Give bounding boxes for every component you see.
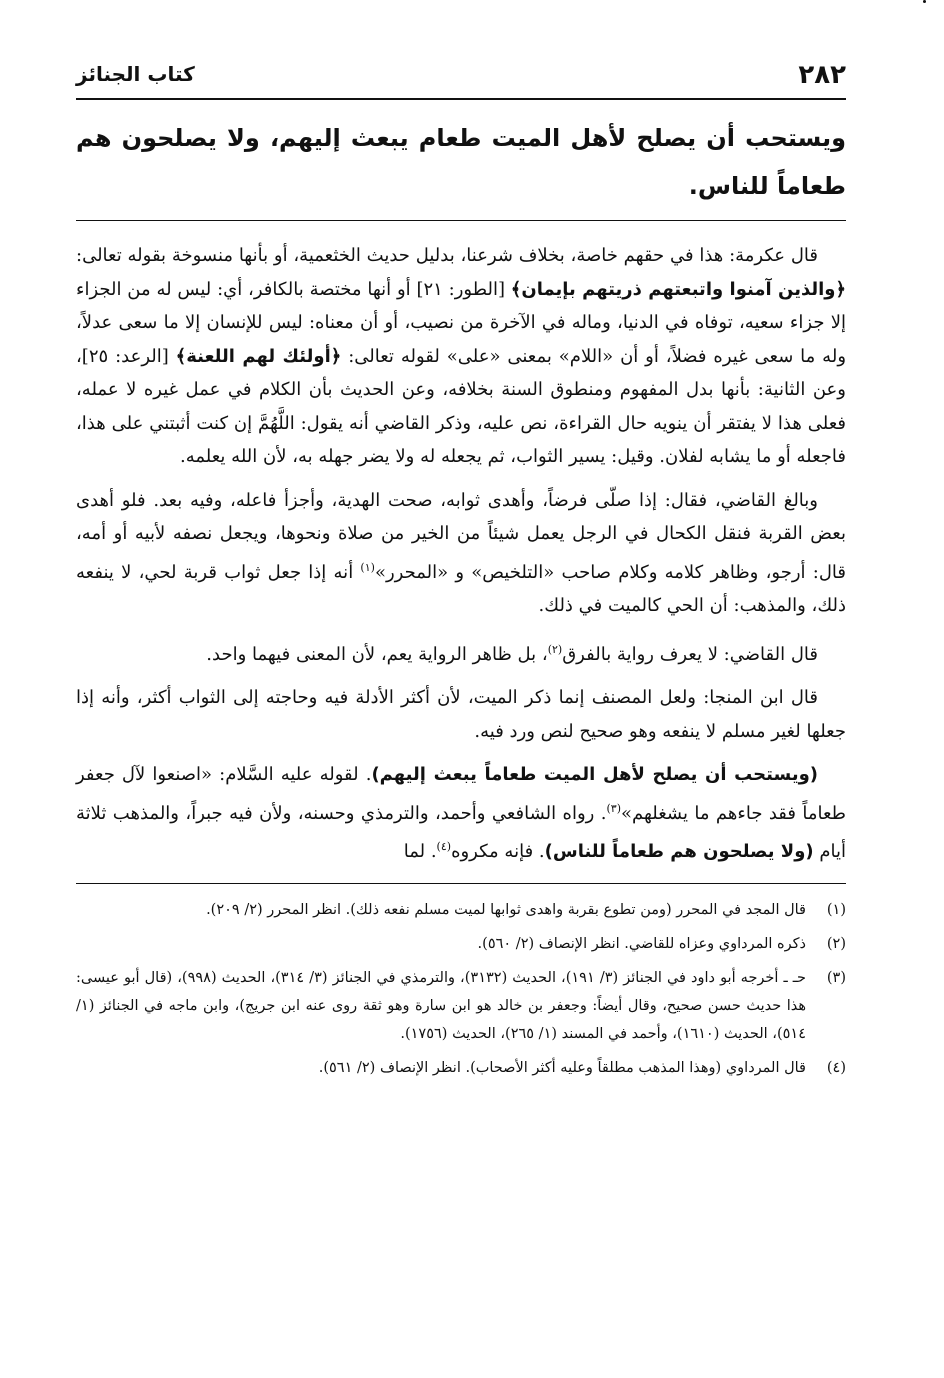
footnote-1	[76, 896, 846, 924]
text-run: . رواه الشافعي وأحمد، والترمذي وحسنه، ولأن فيه جبراً، والمذهب ثلاثة أيام	[76, 802, 846, 862]
commentary	[76, 239, 846, 869]
footnotes	[76, 896, 846, 1082]
footnote-3	[76, 964, 846, 1048]
book-page	[76, 40, 846, 1088]
footnote-ref: (١)	[360, 560, 375, 574]
footnote-4	[76, 1054, 846, 1082]
footnote-text: حـ ـ أخرجه أبو داود في الجنائز (٣/ ١٩١)، الحديث (٣١٣٢)، والترمذي في الجنائز (٣/ ٣١٤)، الحديث (٩٩٨)، (قال أبو عيسى: هذا حديث حسن صحيح، وقال أيضاً: وجعفر بن خالد هو ابن سارة وهو ثقة روى عنه ابن جريج)، وابن ماجه في الجنائز (١/ ٥١٤)، الحديث (١٦١٠)، وأحمد في المسند (١/ ٢٦٥)، الحديث (١٧٥٦).	[76, 969, 807, 1042]
footnote-number: (٣)	[826, 969, 846, 986]
footnote-number: (٢)	[826, 935, 846, 952]
footnote-2	[76, 930, 846, 958]
quran-quote: ﴿والذين آمنوا واتبعتهم ذريتهم بإيمان﴾	[510, 278, 847, 300]
text-run: [الطور: ٢١] أو أنها مختصة بالكافر، أي: ليس له من الجزاء إلا جزاء سعيه، توفاه في الدنيا، وماله في الآخرة من نصيب، أو أن معناه: ليس للإنسان إلا ما سعى عدلاً، وله ما سعى غيره فضلاً، أو أن «اللام» بمعنى «على» لقوله تعالى:	[76, 278, 847, 367]
footnote-separator	[76, 883, 846, 884]
text-run: وبالغ القاضي، فقال: إذا صلّى فرضاً، وأهدى ثوابه، صحت الهدية، وأجزأ فاعله، وفيه بعد. فلو أهدى بعض القربة فنقل الكحال في الرجل يعمل شيئاً من الخير من صلاة ونحوها، ويجعل نصفه لأبيه أو أمه، قال: أرجو، وظاهر كلامه وكلام صاحب «التلخيص» و «المحرر»	[76, 489, 847, 583]
running-title: كتاب الجنائز	[76, 62, 195, 86]
text-run: . لقوله عليه السَّلام: «اصنعوا لآل جعفر طعاماً فقد جاءهم ما يشغلهم»	[76, 764, 846, 824]
footnote-number: (١)	[826, 901, 846, 918]
page-header	[76, 40, 846, 100]
footnote-ref: (٤)	[436, 840, 452, 853]
footnote-text: قال المرداوي (وهذا المذهب مطلقاً وعليه أكثر الأصحاب). انظر الإنصاف (٢/ ٥٦١).	[318, 1059, 806, 1076]
text-run: أنه إذا جعل ثواب قربة لحي، لا ينفعه ذلك، والمذهب: أن الحي كالميت في ذلك.	[76, 561, 846, 616]
text-run: ، بل ظاهر الرواية يعم، لأن المعنى فيهما واحد.	[206, 643, 548, 665]
matn-quote: (ويستحب أن يصلح لأهل الميت طعاماً يبعث إليهم)	[371, 764, 818, 785]
text-run: . فإنه مكروه	[451, 841, 545, 862]
commentary-paragraph-1	[76, 239, 846, 474]
commentary-paragraph-3	[76, 633, 846, 672]
commentary-paragraph-4: قال ابن المنجا: ولعل المصنف إنما ذكر الميت، لأن أكثر الأدلة فيه وحاجته إلى الثواب أكثر، وأنه إذا جعلها لغير مسلم لا ينفعه وهو صحيح لنص ورد فيه.	[76, 687, 846, 742]
footnote-ref: (٢)	[547, 642, 563, 656]
footnote-ref: (٣)	[606, 801, 621, 815]
stray-mark	[923, 0, 926, 3]
page-number: ٢٨٢	[798, 60, 846, 90]
main-text: ويستحب أن يصلح لأهل الميت طعام يبعث إليهم، ولا يصلحون هم طعاماً للناس.	[76, 114, 846, 221]
commentary-paragraph-2	[76, 484, 846, 623]
footnote-number: (٤)	[826, 1059, 846, 1076]
text-run: . لما	[403, 841, 437, 862]
text-run: قال عكرمة: هذا في حقهم خاصة، بخلاف شرعنا، بدليل حديث الخثعمية، أو بأنها منسوخة بقوله تعالى:	[76, 245, 818, 266]
commentary-paragraph-5	[76, 758, 846, 869]
footnote-text: قال المجد في المحرر (ومن تطوع بقربة واهدى ثوابها لميت مسلم نفعه ذلك). انظر المحرر (٢/ ٢٠٩).	[206, 901, 806, 918]
quran-quote: ﴿أولئك لهم اللعنة﴾	[175, 345, 342, 367]
text-run: [الرعد: ٢٥]، وعن الثانية: بأنها بدل المفهوم ومنطوق السنة بخلافه، وعن الحديث بأن الكلام في عمل غيره لا عمله، فعلى هذا لا يفتقر أن ينويه حال القراءة، نص عليه، وذكر القاضي أنه يقول: اللَّهُمَّ إن كنت أثبتني على هذا، فاجعله أو ما يشابه لفلان. وقيل: يسير الثواب، ثم يجعله له ولا يضر جهله به، لأن الله يعلمه.	[76, 345, 846, 467]
text-run: قال القاضي: لا يعرف رواية بالفرق	[562, 643, 818, 665]
matn-quote: (ولا يصلحون هم طعاماً للناس)	[544, 841, 814, 862]
footnote-text: ذكره المرداوي وعزاه للقاضي. انظر الإنصاف (٢/ ٥٦٠).	[477, 935, 806, 952]
